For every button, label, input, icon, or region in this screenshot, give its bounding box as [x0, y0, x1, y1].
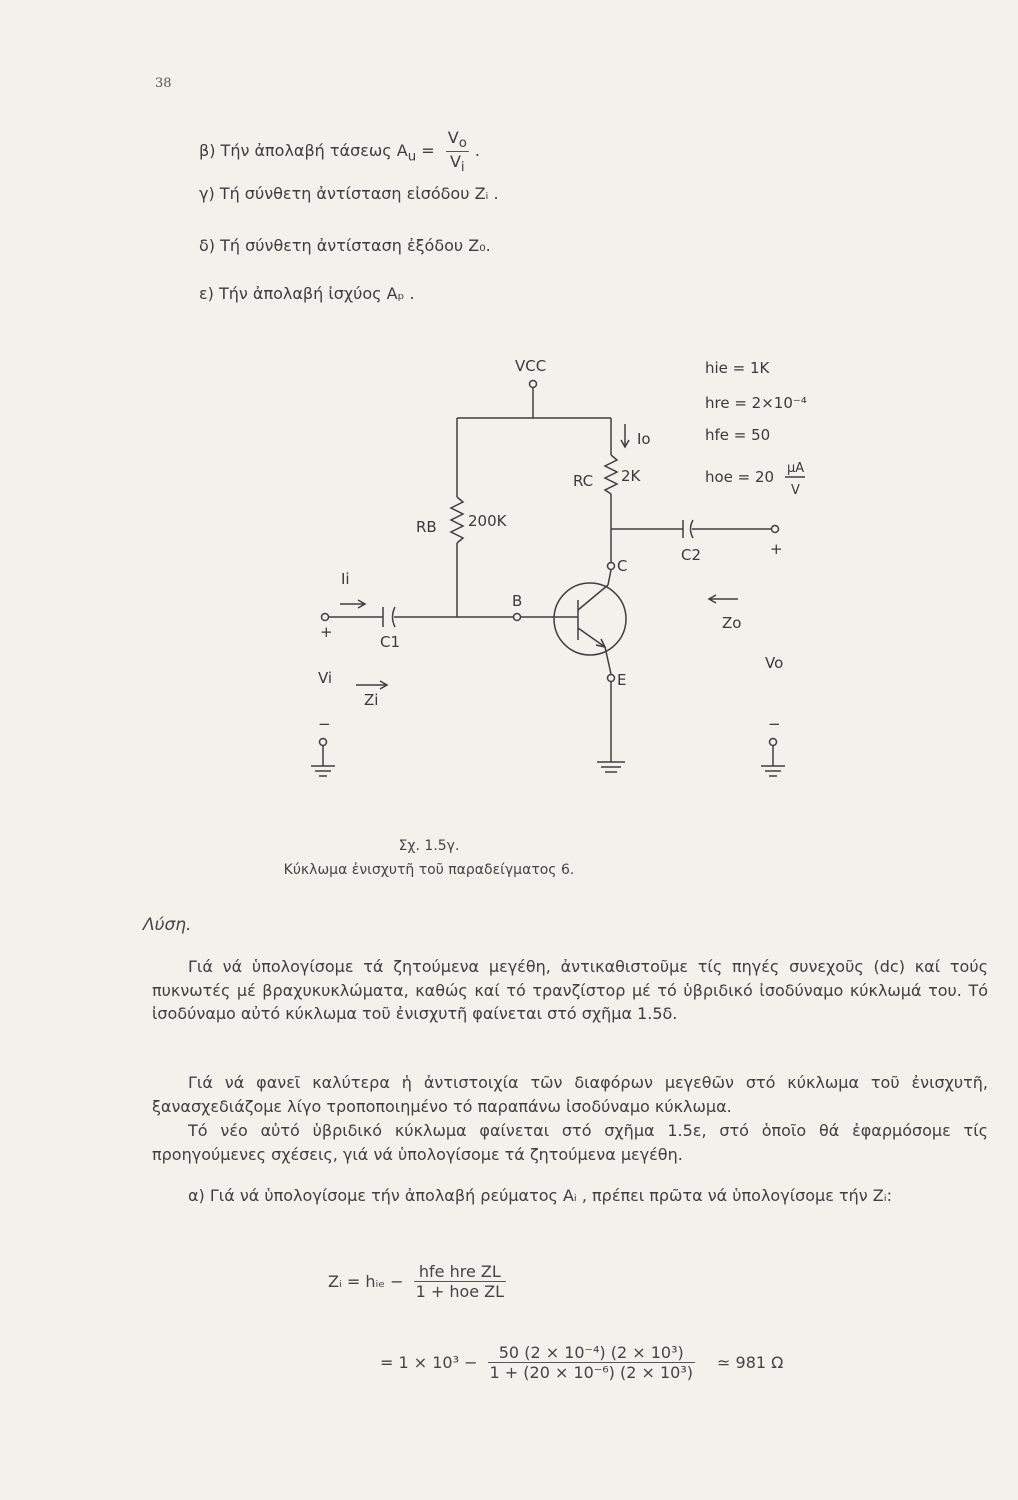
- paragraph-2: Γιά νά φανεῖ καλύτερα ἡ ἀντιστοιχία τῶν διαφόρων μεγεθῶν στό κύκλωμα τοῦ ἐνισχυτῆ, ξανασχεδιάζομε λίγο τροποποιημένο τό παραπάνω ἰσοδύναμο κύκλωμα.: [152, 1073, 988, 1116]
- c-label: C: [617, 557, 628, 575]
- c1-label: C1: [380, 633, 401, 651]
- emitter-node: [608, 675, 615, 682]
- equation-zi-lhs: Zᵢ = hᵢₑ −: [328, 1272, 404, 1291]
- equation-numeric-fraction: [488, 1343, 696, 1382]
- emitter-to-node: [605, 647, 611, 674]
- zi-label: Zi: [364, 691, 379, 709]
- collector-node: [608, 563, 615, 570]
- rb-label: RB: [416, 518, 437, 536]
- input-minus-sign: −: [318, 715, 331, 733]
- equation-numeric-denominator: 1 + (20 × 10⁻⁶) (2 × 10³): [489, 1363, 694, 1382]
- transistor-body: [554, 583, 626, 655]
- rc-label: RC: [573, 472, 594, 490]
- vi-sub: i: [460, 160, 465, 176]
- question-delta: δ) Τή σύνθετη ἀντίσταση ἐξόδου Z₀.: [199, 236, 491, 255]
- vo-label: Vo: [765, 654, 784, 672]
- output-plus-sign: +: [770, 540, 783, 558]
- rb-resistor: [451, 497, 463, 543]
- c2-label: C2: [681, 546, 702, 564]
- paragraph-1: Γιά νά ὑπολογίσομε τά ζητούμενα μεγέθη, ἀντικαθιστοῦμε τίς πηγές συνεχοῦς (dc) καί τούς πυκνωτές μέ βραχυκυκλώματα, καθώς καί τό τρανζίστορ μέ τό ὑβριδικό ἰσοδύναμο κύκλωμά του. Τό ἰσοδύναμο αὐτό κύκλωμα τοῦ ἐνισχυτῆ φαίνεται στό σχῆμα 1.5δ.: [152, 957, 988, 1023]
- vi-label: Vi: [318, 669, 333, 687]
- equation-numeric-lhs: = 1 × 10³ −: [380, 1353, 478, 1372]
- output-minus-sign: −: [768, 715, 781, 733]
- rc-value: 2K: [621, 467, 641, 485]
- equation-zi-fraction: [414, 1262, 507, 1301]
- vcc-terminal: [530, 381, 537, 388]
- question-gamma: γ) Τή σύνθετη ἀντίσταση εἰσόδου Zᵢ .: [199, 184, 499, 203]
- input-plus-sign: +: [320, 623, 333, 641]
- equation-zi: [328, 1262, 516, 1301]
- output-terminal-plus: [772, 526, 779, 533]
- equation-numeric-numerator: 50 (2 × 10⁻⁴) (2 × 10³): [488, 1343, 696, 1363]
- output-terminal-minus: [770, 739, 777, 746]
- vcc-label: VCC: [515, 357, 547, 375]
- transistor-emitter-lead: [578, 628, 605, 647]
- vo-sub: o: [458, 136, 467, 152]
- param-hoe-unit-den: V: [791, 483, 800, 498]
- equation-result: ≃ 981 Ω: [717, 1353, 784, 1372]
- paragraph-4: α) Γιά νά ὑπολογίσομε τήν ἀπολαβή ρεύματος Aᵢ , πρέπει πρῶτα νά ὑπολογίσομε τήν Zᵢ:: [188, 1186, 892, 1205]
- rc-resistor: [605, 455, 617, 494]
- equation-zi-numeric: [380, 1343, 783, 1382]
- vo-symbol: V: [447, 128, 459, 147]
- param-hie: hie = 1K: [705, 359, 770, 377]
- param-hoe: hoe = 20: [705, 468, 775, 486]
- rb-value: 200K: [468, 512, 507, 530]
- transistor-collector-lead: [578, 585, 608, 610]
- question-beta-eq: =: [421, 141, 435, 161]
- solution-heading: Λύση.: [143, 915, 192, 935]
- equation-zi-denominator: 1 + hoe ZL: [415, 1282, 505, 1301]
- param-hre: hre = 2×10⁻⁴: [705, 394, 807, 412]
- equation-zi-numerator: hfe hre ZL: [414, 1262, 507, 1282]
- question-beta-sub: u: [407, 149, 417, 165]
- collector-to-node: [608, 570, 611, 585]
- input-terminal-minus: [320, 739, 327, 746]
- paragraph-3: Τό νέο αὐτό ὑβριδικό κύκλωμα φαίνεται στό σχῆμα 1.5ε, στό ὁποῖο θά ἐφαρμόσομε τίς προηγούμενες σχέσεις, γιά νά ὑπολογίσομε τά ζητούμενα μεγέθη.: [152, 1121, 988, 1164]
- io-label: Io: [637, 430, 651, 448]
- figure-label: Σχ. 1.5γ.: [398, 838, 460, 854]
- e-label: E: [617, 671, 627, 689]
- input-terminal-plus: [322, 614, 329, 621]
- question-epsilon: ε) Τήν ἀπολαβή ἰσχύος Aₚ .: [199, 284, 415, 303]
- param-hfe: hfe = 50: [705, 426, 771, 444]
- zo-label: Zo: [722, 614, 742, 632]
- base-node: [514, 614, 521, 621]
- param-hoe-unit-num: μA: [787, 461, 805, 476]
- question-beta-end: .: [474, 141, 480, 161]
- b-label: B: [512, 592, 523, 610]
- page-number: 38: [155, 76, 172, 91]
- ii-label: Ii: [341, 570, 350, 588]
- question-beta-text: β) Τήν ἀπολαβή τάσεως A: [199, 141, 408, 161]
- figure-caption: Κύκλωμα ἐνισχυτῆ τοῦ παραδείγματος 6.: [283, 862, 575, 878]
- vi-symbol: V: [449, 152, 461, 172]
